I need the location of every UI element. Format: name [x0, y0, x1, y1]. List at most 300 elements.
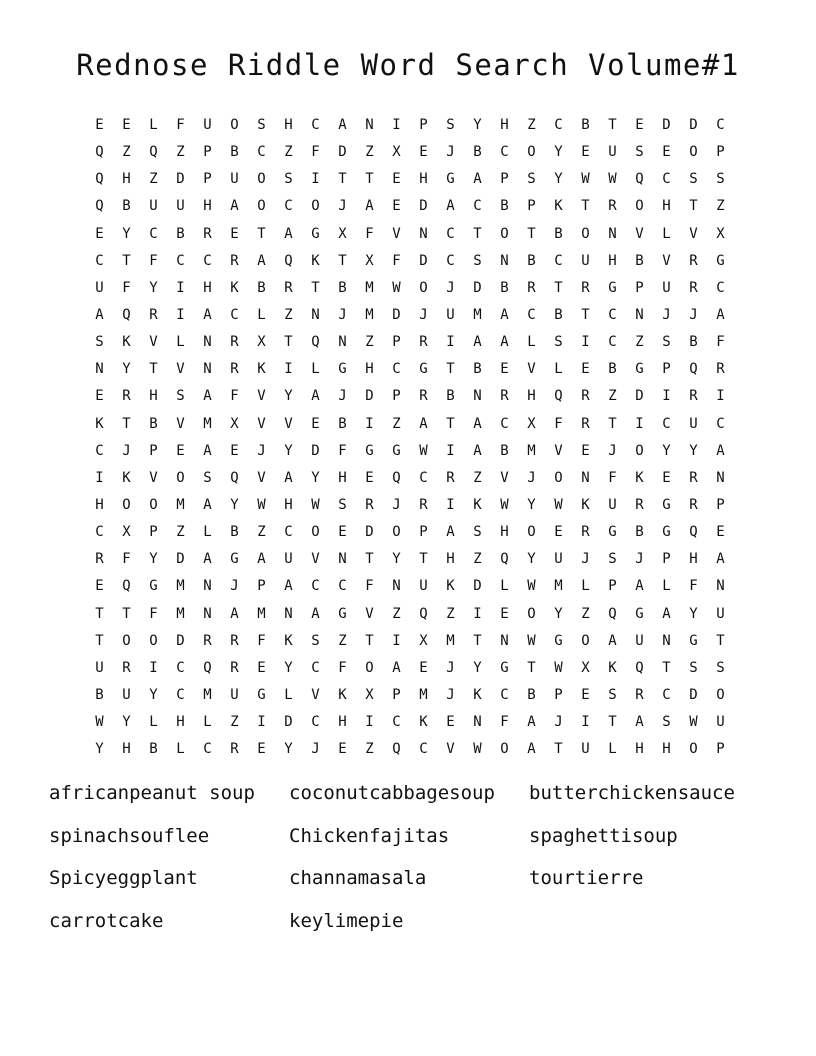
grid-letter: Z: [284, 307, 293, 324]
grid-letter: M: [365, 279, 374, 296]
grid-letter: Q: [95, 198, 104, 215]
grid-letter: E: [95, 117, 104, 134]
word-list-item: tourtierre: [529, 867, 644, 890]
grid-letter: V: [176, 361, 185, 378]
grid-letter: I: [392, 632, 401, 649]
grid-letter: Y: [149, 687, 158, 704]
grid-letter: J: [527, 469, 536, 486]
grid-letter: C: [311, 714, 320, 731]
grid-letter: G: [662, 524, 671, 541]
grid-letter: E: [392, 198, 401, 215]
grid-letter: C: [608, 307, 617, 324]
grid-letter: U: [716, 605, 725, 622]
grid-letter: Q: [392, 741, 401, 758]
grid-letter: X: [230, 415, 239, 432]
grid-letter: R: [689, 497, 698, 514]
grid-letter: C: [662, 687, 671, 704]
grid-letter: Z: [608, 388, 617, 405]
grid-letter: A: [527, 741, 536, 758]
grid-letter: J: [257, 442, 266, 459]
grid-letter: H: [608, 252, 617, 269]
grid-letter: E: [581, 361, 590, 378]
grid-letter: C: [284, 524, 293, 541]
grid-letter: I: [581, 714, 590, 731]
grid-letter: U: [446, 307, 455, 324]
grid-letter: M: [554, 578, 563, 595]
grid-letter: Y: [284, 388, 293, 405]
grid-letter: V: [554, 442, 563, 459]
grid-letter: G: [500, 659, 509, 676]
grid-letter: P: [635, 279, 644, 296]
grid-letter: C: [446, 225, 455, 242]
grid-letter: P: [662, 361, 671, 378]
grid-letter: G: [716, 252, 725, 269]
grid-letter: E: [365, 469, 374, 486]
grid-letter: P: [257, 578, 266, 595]
grid-letter: M: [203, 415, 212, 432]
grid-row: [86, 329, 734, 356]
grid-letter: A: [473, 334, 482, 351]
grid-letter: A: [257, 551, 266, 568]
grid-letter: E: [95, 388, 104, 405]
grid-letter: P: [392, 687, 401, 704]
grid-letter: Z: [392, 415, 401, 432]
grid-letter: X: [716, 225, 725, 242]
grid-letter: T: [608, 117, 617, 134]
grid-letter: T: [527, 659, 536, 676]
grid-letter: O: [554, 469, 563, 486]
grid-letter: O: [392, 524, 401, 541]
grid-letter: F: [338, 659, 347, 676]
grid-letter: Q: [230, 469, 239, 486]
grid-letter: J: [554, 714, 563, 731]
grid-letter: N: [581, 469, 590, 486]
grid-letter: Z: [365, 741, 374, 758]
grid-letter: I: [311, 171, 320, 188]
grid-letter: I: [176, 307, 185, 324]
grid-letter: R: [365, 497, 374, 514]
grid-letter: X: [122, 524, 131, 541]
word-list-item: Spicyeggplant: [49, 867, 198, 890]
grid-letter: L: [662, 225, 671, 242]
grid-letter: G: [662, 497, 671, 514]
grid-letter: W: [689, 714, 698, 731]
grid-letter: S: [689, 659, 698, 676]
grid-letter: E: [230, 442, 239, 459]
grid-letter: K: [122, 334, 131, 351]
grid-letter: O: [689, 741, 698, 758]
grid-letter: O: [149, 632, 158, 649]
grid-letter: K: [122, 469, 131, 486]
grid-letter: R: [230, 334, 239, 351]
grid-letter: E: [95, 578, 104, 595]
grid-letter: O: [527, 524, 536, 541]
grid-letter: W: [554, 497, 563, 514]
grid-letter: U: [716, 714, 725, 731]
word-list-item: channamasala: [289, 867, 427, 890]
grid-letter: R: [149, 307, 158, 324]
grid-letter: W: [527, 632, 536, 649]
grid-letter: E: [662, 469, 671, 486]
grid-row: [86, 248, 734, 275]
grid-letter: W: [392, 279, 401, 296]
grid-letter: F: [311, 144, 320, 161]
grid-letter: E: [95, 225, 104, 242]
grid-letter: V: [635, 225, 644, 242]
grid-letter: I: [149, 659, 158, 676]
grid-row: [86, 193, 734, 220]
grid-letter: E: [635, 117, 644, 134]
grid-letter: C: [392, 361, 401, 378]
grid-letter: C: [473, 198, 482, 215]
grid-letter: F: [176, 117, 185, 134]
grid-letter: C: [176, 659, 185, 676]
grid-letter: A: [203, 307, 212, 324]
grid-letter: V: [689, 225, 698, 242]
grid-letter: Q: [689, 524, 698, 541]
grid-letter: A: [473, 415, 482, 432]
grid-letter: X: [581, 659, 590, 676]
grid-letter: T: [95, 605, 104, 622]
grid-letter: U: [203, 117, 212, 134]
grid-letter: O: [500, 225, 509, 242]
grid-letter: V: [149, 334, 158, 351]
grid-letter: R: [446, 469, 455, 486]
grid-letter: C: [527, 307, 536, 324]
grid-letter: O: [257, 198, 266, 215]
grid-letter: F: [392, 252, 401, 269]
grid-letter: O: [311, 198, 320, 215]
grid-letter: P: [392, 334, 401, 351]
grid-letter: B: [554, 307, 563, 324]
grid-letter: H: [338, 714, 347, 731]
grid-letter: F: [365, 578, 374, 595]
grid-letter: X: [392, 144, 401, 161]
grid-letter: U: [230, 687, 239, 704]
grid-letter: H: [149, 388, 158, 405]
grid-letter: A: [365, 198, 374, 215]
grid-letter: C: [716, 117, 725, 134]
grid-letter: Z: [149, 171, 158, 188]
grid-letter: T: [608, 714, 617, 731]
grid-letter: S: [311, 632, 320, 649]
grid-letter: T: [365, 551, 374, 568]
grid-letter: W: [608, 171, 617, 188]
grid-letter: S: [608, 551, 617, 568]
grid-letter: Q: [554, 388, 563, 405]
grid-letter: N: [365, 117, 374, 134]
grid-letter: F: [122, 279, 131, 296]
grid-letter: U: [581, 252, 590, 269]
grid-letter: J: [662, 307, 671, 324]
grid-letter: V: [257, 415, 266, 432]
grid-letter: X: [338, 225, 347, 242]
grid-letter: F: [149, 252, 158, 269]
grid-letter: A: [203, 388, 212, 405]
grid-letter: E: [554, 524, 563, 541]
grid-letter: A: [230, 198, 239, 215]
grid-letter: T: [122, 252, 131, 269]
grid-letter: K: [554, 198, 563, 215]
grid-letter: O: [527, 144, 536, 161]
grid-letter: U: [662, 279, 671, 296]
grid-row: [86, 628, 734, 655]
grid-letter: T: [311, 279, 320, 296]
grid-letter: R: [581, 279, 590, 296]
grid-letter: E: [419, 659, 428, 676]
grid-letter: R: [284, 279, 293, 296]
grid-letter: J: [338, 307, 347, 324]
grid-letter: Y: [284, 741, 293, 758]
grid-letter: C: [500, 415, 509, 432]
grid-letter: P: [149, 524, 158, 541]
grid-letter: V: [311, 551, 320, 568]
grid-letter: T: [419, 551, 428, 568]
grid-letter: Y: [149, 279, 158, 296]
grid-letter: W: [500, 497, 509, 514]
grid-letter: W: [257, 497, 266, 514]
grid-letter: X: [365, 252, 374, 269]
grid-letter: M: [473, 307, 482, 324]
grid-letter: U: [554, 551, 563, 568]
grid-letter: C: [608, 334, 617, 351]
grid-letter: G: [554, 632, 563, 649]
grid-letter: I: [446, 334, 455, 351]
grid-letter: C: [338, 578, 347, 595]
grid-letter: G: [338, 361, 347, 378]
grid-letter: C: [419, 741, 428, 758]
grid-letter: W: [419, 442, 428, 459]
grid-letter: D: [311, 442, 320, 459]
grid-letter: D: [392, 307, 401, 324]
grid-letter: P: [203, 171, 212, 188]
grid-letter: T: [284, 334, 293, 351]
grid-letter: I: [473, 605, 482, 622]
grid-letter: V: [365, 605, 374, 622]
grid-letter: M: [365, 307, 374, 324]
grid-letter: H: [95, 497, 104, 514]
grid-letter: Q: [419, 605, 428, 622]
grid-letter: R: [689, 388, 698, 405]
grid-letter: Q: [500, 551, 509, 568]
grid-letter: B: [446, 388, 455, 405]
grid-letter: H: [689, 551, 698, 568]
grid-letter: T: [446, 361, 455, 378]
grid-letter: V: [284, 415, 293, 432]
grid-letter: V: [149, 469, 158, 486]
grid-letter: J: [122, 442, 131, 459]
grid-letter: J: [392, 497, 401, 514]
grid-letter: Z: [230, 714, 239, 731]
grid-letter: V: [257, 469, 266, 486]
grid-letter: A: [311, 388, 320, 405]
grid-letter: D: [419, 198, 428, 215]
grid-letter: C: [554, 252, 563, 269]
grid-letter: T: [446, 415, 455, 432]
grid-letter: F: [122, 551, 131, 568]
grid-letter: H: [284, 497, 293, 514]
grid-letter: T: [122, 605, 131, 622]
grid-letter: Z: [527, 117, 536, 134]
grid-letter: Y: [473, 117, 482, 134]
grid-letter: D: [365, 524, 374, 541]
grid-letter: R: [230, 252, 239, 269]
grid-letter: E: [338, 741, 347, 758]
grid-letter: N: [203, 605, 212, 622]
grid-letter: O: [500, 741, 509, 758]
grid-letter: K: [635, 469, 644, 486]
grid-letter: E: [716, 524, 725, 541]
grid-letter: B: [338, 279, 347, 296]
grid-letter: D: [689, 117, 698, 134]
grid-letter: G: [635, 605, 644, 622]
grid-letter: O: [122, 497, 131, 514]
grid-letter: I: [446, 442, 455, 459]
grid-letter: Z: [338, 632, 347, 649]
grid-letter: H: [203, 198, 212, 215]
grid-letter: R: [581, 524, 590, 541]
grid-row: [86, 275, 734, 302]
grid-letter: L: [662, 578, 671, 595]
grid-letter: N: [716, 469, 725, 486]
grid-letter: Q: [122, 578, 131, 595]
grid-row: [86, 112, 734, 139]
grid-letter: I: [581, 334, 590, 351]
grid-letter: M: [176, 605, 185, 622]
grid-letter: N: [392, 578, 401, 595]
grid-letter: O: [176, 469, 185, 486]
grid-letter: X: [365, 687, 374, 704]
grid-letter: T: [554, 741, 563, 758]
grid-letter: R: [689, 279, 698, 296]
grid-letter: F: [338, 442, 347, 459]
grid-letter: A: [284, 578, 293, 595]
grid-letter: E: [419, 144, 428, 161]
grid-letter: Z: [122, 144, 131, 161]
grid-letter: E: [662, 144, 671, 161]
grid-letter: Q: [392, 469, 401, 486]
grid-letter: B: [500, 198, 509, 215]
grid-letter: K: [419, 714, 428, 731]
grid-letter: N: [500, 632, 509, 649]
grid-letter: O: [716, 687, 725, 704]
grid-letter: Q: [149, 144, 158, 161]
grid-letter: H: [122, 741, 131, 758]
grid-letter: K: [473, 497, 482, 514]
grid-letter: H: [365, 361, 374, 378]
grid-letter: N: [95, 361, 104, 378]
grid-letter: R: [635, 687, 644, 704]
grid-letter: Z: [176, 524, 185, 541]
grid-letter: B: [257, 279, 266, 296]
grid-letter: V: [392, 225, 401, 242]
grid-letter: P: [203, 144, 212, 161]
grid-letter: G: [392, 442, 401, 459]
grid-letter: B: [122, 198, 131, 215]
grid-letter: T: [473, 225, 482, 242]
grid-letter: M: [176, 497, 185, 514]
grid-letter: Q: [95, 144, 104, 161]
grid-letter: K: [311, 252, 320, 269]
grid-letter: L: [500, 578, 509, 595]
grid-letter: Z: [392, 605, 401, 622]
grid-letter: H: [500, 117, 509, 134]
grid-letter: N: [338, 551, 347, 568]
grid-letter: T: [689, 198, 698, 215]
grid-letter: T: [257, 225, 266, 242]
grid-letter: S: [662, 334, 671, 351]
grid-letter: B: [95, 687, 104, 704]
grid-letter: L: [149, 117, 158, 134]
grid-letter: S: [716, 659, 725, 676]
grid-letter: C: [311, 578, 320, 595]
grid-letter: D: [176, 171, 185, 188]
grid-letter: R: [419, 388, 428, 405]
grid-letter: P: [716, 741, 725, 758]
grid-letter: U: [635, 632, 644, 649]
grid-letter: Q: [689, 361, 698, 378]
grid-letter: R: [716, 361, 725, 378]
grid-letter: Y: [662, 442, 671, 459]
grid-letter: K: [95, 415, 104, 432]
grid-letter: C: [311, 117, 320, 134]
word-list-item: carrotcake: [49, 910, 164, 933]
grid-letter: H: [122, 171, 131, 188]
grid-letter: N: [284, 605, 293, 622]
word-list-item: spinachsouflee: [49, 824, 210, 847]
grid-row: [86, 383, 734, 410]
grid-letter: Q: [203, 659, 212, 676]
grid-letter: P: [419, 524, 428, 541]
grid-letter: N: [311, 307, 320, 324]
grid-letter: I: [257, 714, 266, 731]
grid-letter: B: [473, 361, 482, 378]
grid-letter: A: [257, 252, 266, 269]
grid-row: [86, 682, 734, 709]
grid-letter: H: [446, 551, 455, 568]
grid-letter: A: [473, 442, 482, 459]
grid-letter: O: [122, 632, 131, 649]
grid-letter: T: [716, 632, 725, 649]
grid-letter: Z: [635, 334, 644, 351]
grid-letter: C: [284, 198, 293, 215]
grid-letter: U: [95, 279, 104, 296]
grid-letter: W: [311, 497, 320, 514]
grid-letter: T: [581, 198, 590, 215]
grid-letter: F: [689, 578, 698, 595]
grid-letter: G: [149, 578, 158, 595]
grid-letter: C: [203, 741, 212, 758]
grid-letter: F: [554, 415, 563, 432]
grid-letter: C: [230, 307, 239, 324]
grid-letter: Y: [122, 361, 131, 378]
grid-letter: E: [257, 741, 266, 758]
grid-letter: H: [527, 388, 536, 405]
grid-letter: R: [95, 551, 104, 568]
grid-letter: Z: [257, 524, 266, 541]
grid-letter: J: [689, 307, 698, 324]
grid-letter: C: [500, 144, 509, 161]
grid-letter: M: [257, 605, 266, 622]
grid-letter: B: [338, 415, 347, 432]
grid-letter: Y: [554, 171, 563, 188]
grid-letter: Z: [365, 144, 374, 161]
grid-letter: D: [473, 279, 482, 296]
grid-letter: N: [419, 225, 428, 242]
grid-letter: M: [419, 687, 428, 704]
grid-letter: G: [635, 361, 644, 378]
grid-letter: B: [608, 361, 617, 378]
